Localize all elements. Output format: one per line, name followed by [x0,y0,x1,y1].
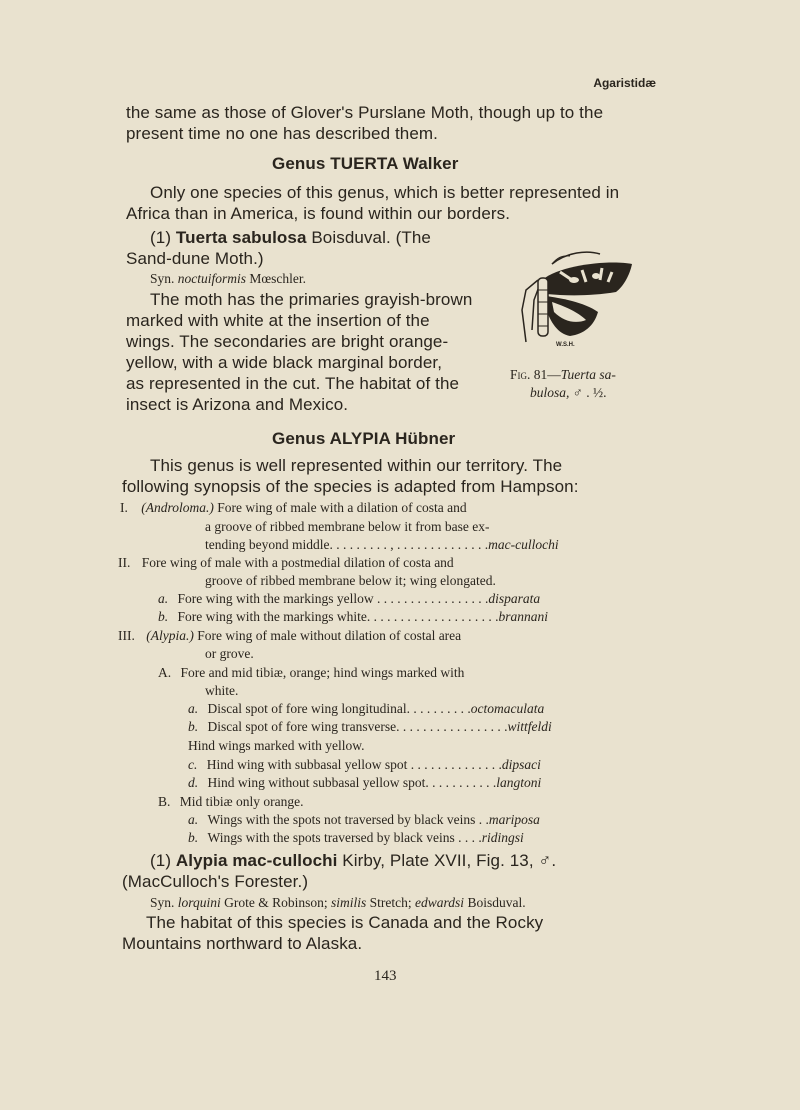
species-name: Alypia mac-cullochi [175,851,338,870]
key-letter: a. [158,591,169,606]
paragraph-line: marked with white at the insertion of the [126,311,430,330]
key-text: Discal spot of fore wing transverse. . . . . . . . . . . . . . . . . [207,719,508,734]
key-line [158,591,540,607]
running-head: Agaristidæ [593,76,656,90]
species-common-name: (MacCulloch's Forester.) [122,872,309,891]
key-letter: B. [158,794,171,809]
syn-author: Grote & Robinson; [224,895,328,910]
key-line: a groove of ribbed membrane below it from base ex- [205,519,490,534]
key-letter: c. [188,757,198,772]
key-line [188,830,524,846]
key-line [188,812,540,828]
key-line: Hind wings marked with yellow. [188,738,365,753]
syn-label: Syn. [150,271,175,286]
paragraph-line: insect is Arizona and Mexico. [126,395,349,414]
key-text: Hind wing without subbasal yellow spot. . . . . . . . . . . [207,775,497,790]
fig-initials: W.S.H. [556,342,575,348]
fig-label: Fig. 81— [510,367,561,382]
key-species: mac-cullochi [488,537,559,552]
key-line [158,609,548,625]
syn-name: similis [331,895,367,910]
genus-heading: Genus ALYPIA Hübner [272,429,456,448]
key-text: tending beyond middle. . . . . . . . . , . . . . . . . . . . . . . . [205,537,489,552]
key-letter: d. [188,775,199,790]
paragraph-line: wings. The secondaries are bright orange- [126,332,449,351]
paragraph-line: Africa than in America, is found within our borders. [126,204,511,223]
key-species: wittfeldi [507,719,552,734]
key-species: octomaculata [470,701,545,716]
syn-author: Stretch; [369,895,412,910]
key-letter: a. [188,812,199,827]
key-line [120,500,467,516]
key-line: white. [205,683,239,698]
key-text: Fore wing of male without dilation of costal area [197,628,462,643]
species-common-name: Sand-dune Moth.) [126,249,264,268]
key-letter: b. [158,609,169,624]
fig-species: Tuerta sa- [560,367,616,382]
figure-caption-line [530,385,607,401]
paragraph-line: Only one species of this genus, which is better represented in [150,183,620,202]
moth-illustration [512,250,640,362]
moth-figure [512,250,640,362]
key-line [118,555,454,571]
key-letter: b. [188,719,199,734]
key-number: III. [118,628,135,643]
key-letter: a. [188,701,199,716]
genus-heading: Genus TUERTA Walker [272,154,459,173]
syn-label: Syn. [150,895,175,910]
paragraph-line: yellow, with a wide black marginal border, [126,353,443,372]
key-number: II. [118,555,131,570]
paragraph-line: as represented in the cut. The habitat of the [126,374,460,393]
paragraph-line: The moth has the primaries grayish-brown [150,290,473,309]
fig-scale: ♂ . ½. [572,385,607,400]
syn-author: Mœschler. [249,271,307,286]
paragraph-line: The habitat of this species is Canada and the Rocky [146,913,544,932]
syn-name: lorquini [177,895,221,910]
paragraph-line: This genus is well represented within our territory. The [150,456,563,475]
paragraph-line: following synopsis of the species is adapted from Hampson: [122,477,579,496]
paragraph-line: present time no one has described them. [126,124,438,143]
page-number: 143 [374,968,397,984]
key-text: Mid tibiæ only orange. [179,794,304,809]
synonym-line [150,895,526,911]
paragraph-line: Mountains northward to Alaska. [122,934,363,953]
key-line [158,665,464,681]
key-text: Fore wing with the markings yellow . . . . . . . . . . . . . . . . . [177,591,489,606]
key-species: disparata [488,591,541,606]
key-species: ridingsi [481,830,524,845]
species-heading [150,851,556,871]
key-subgenus: (Androloma.) [141,500,214,515]
key-line [118,628,461,644]
species-author: Boisduval. (The [311,228,431,247]
paragraph-line: the same as those of Glover's Purslane Moth, though up to the [126,103,604,122]
key-species: dipsaci [501,757,541,772]
syn-author: Boisduval. [467,895,526,910]
key-line [188,775,541,791]
species-name: Tuerta sabulosa [175,228,307,247]
key-subgenus: (Alypia.) [146,628,194,643]
key-text: Fore wing with the markings white. . . . . . . . . . . . . . . . . . . . [177,609,499,624]
key-line [205,537,559,553]
key-line: or grove. [205,646,254,661]
key-text: Hind wing with subbasal yellow spot . . . . . . . . . . . . . . [206,757,502,772]
key-line [158,794,304,810]
species-author: Kirby, Plate XVII, Fig. 13, ♂. [342,851,557,870]
syn-name: edwardsi [415,895,465,910]
key-line [188,701,544,717]
synonym-line [150,271,306,287]
key-text: Wings with the spots traversed by black veins . . . . [207,830,482,845]
figure-caption-line [510,367,616,383]
fig-species: bulosa, [530,385,570,400]
species-heading [150,228,431,248]
syn-name: noctuiformis [177,271,247,286]
key-text: Discal spot of fore wing longitudinal. . . . . . . . . . [207,701,471,716]
species-number: (1) [150,228,172,247]
key-text: Fore wing of male with a postmedial dilation of costa and [141,555,454,570]
key-text: Fore and mid tibiæ, orange; hind wings marked with [180,665,465,680]
key-line [188,757,541,773]
key-species: langtoni [496,775,542,790]
key-letter: A. [158,665,172,680]
key-text: Wings with the spots not traversed by black veins . . [207,812,489,827]
key-line [188,719,552,735]
key-number: I. [120,500,128,515]
key-line: groove of ribbed membrane below it; wing elongated. [205,573,496,588]
key-letter: b. [188,830,199,845]
key-species: brannani [498,609,548,624]
key-species: mariposa [488,812,540,827]
key-text: Fore wing of male with a dilation of costa and [217,500,467,515]
species-number: (1) [150,851,172,870]
